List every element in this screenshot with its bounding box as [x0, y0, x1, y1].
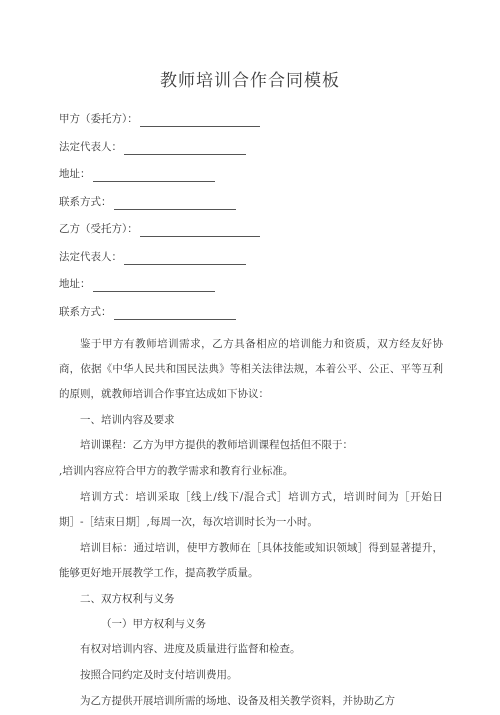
party-b-label: 乙方（受托方）：	[59, 223, 138, 235]
party-a-label: 甲方（委托方）：	[59, 113, 138, 125]
party-a-right-item-3: 为乙方提供开展培训所需的场地、设备及相关教学资料，并协助乙方	[80, 695, 395, 707]
party-b-contact-blank[interactable]	[114, 307, 236, 320]
party-b-representative-label: 法定代表人：	[59, 250, 122, 263]
document-body	[59, 112, 443, 715]
party-b-representative-blank[interactable]	[124, 252, 246, 265]
party-a-contact-blank[interactable]	[114, 197, 236, 210]
party-a-contact-label: 联系方式：	[59, 195, 112, 208]
party-b-contact-label: 联系方式：	[59, 305, 112, 318]
party-b-address-label: 地址：	[59, 278, 91, 290]
party-b-field	[59, 222, 443, 237]
training-course-paragraph: 培训课程：乙方为甲方提供的教师培训课程包括但不限于：	[80, 439, 353, 451]
party-b-address-field	[59, 277, 443, 292]
section-2-heading: 二、双方权利与义务	[80, 593, 175, 605]
training-goal-paragraph: 培训目标：通过培训，使甲方教师在［具体技能或知识领域］得到显著提升，能够更好地开展教学工作，提高教学质量。	[59, 542, 443, 579]
party-a-representative-field	[59, 140, 443, 155]
party-a-right-item-1: 有权对培训内容、进度及质量进行监督和检查。	[80, 643, 301, 655]
party-a-address-label: 地址：	[59, 168, 91, 180]
party-a-address-field	[59, 167, 443, 182]
party-a-representative-label: 法定代表人：	[59, 140, 122, 153]
party-b-address-blank[interactable]	[93, 279, 215, 292]
section-1-heading: 一、培训内容及要求	[80, 414, 175, 426]
training-course-note: ,培训内容应符合甲方的教学需求和教育行业标准。	[59, 465, 294, 477]
party-a-blank[interactable]	[140, 114, 260, 127]
document-title: 教师培训合作合同模板	[160, 71, 340, 91]
party-b-representative-field	[59, 250, 443, 265]
preamble-paragraph: 鉴于甲方有教师培训需求，乙方具备相应的培训能力和资质，双方经友好协商，依据《中华人民共和国民法典》等相关法律法规，本着公平、公正、平等互利的原则，就教师培训合作事宜达成如下协议：	[59, 338, 443, 400]
training-method-paragraph: 培训方式：培训采取［线上/线下/混合式］培训方式，培训时间为［开始日期］-［结束日期］,每周一次，每次培训时长为一小时。	[59, 491, 443, 528]
party-a-contact-field	[59, 195, 443, 210]
party-b-blank[interactable]	[140, 224, 260, 237]
party-a-field	[59, 112, 443, 127]
party-a-right-item-2: 按照合同约定及时支付培训费用。	[80, 669, 238, 681]
party-b-contact-field	[59, 305, 443, 320]
party-a-rights-subheading: （一）甲方权利与义务	[101, 618, 206, 630]
party-a-representative-blank[interactable]	[124, 142, 246, 155]
party-a-address-blank[interactable]	[93, 169, 215, 182]
